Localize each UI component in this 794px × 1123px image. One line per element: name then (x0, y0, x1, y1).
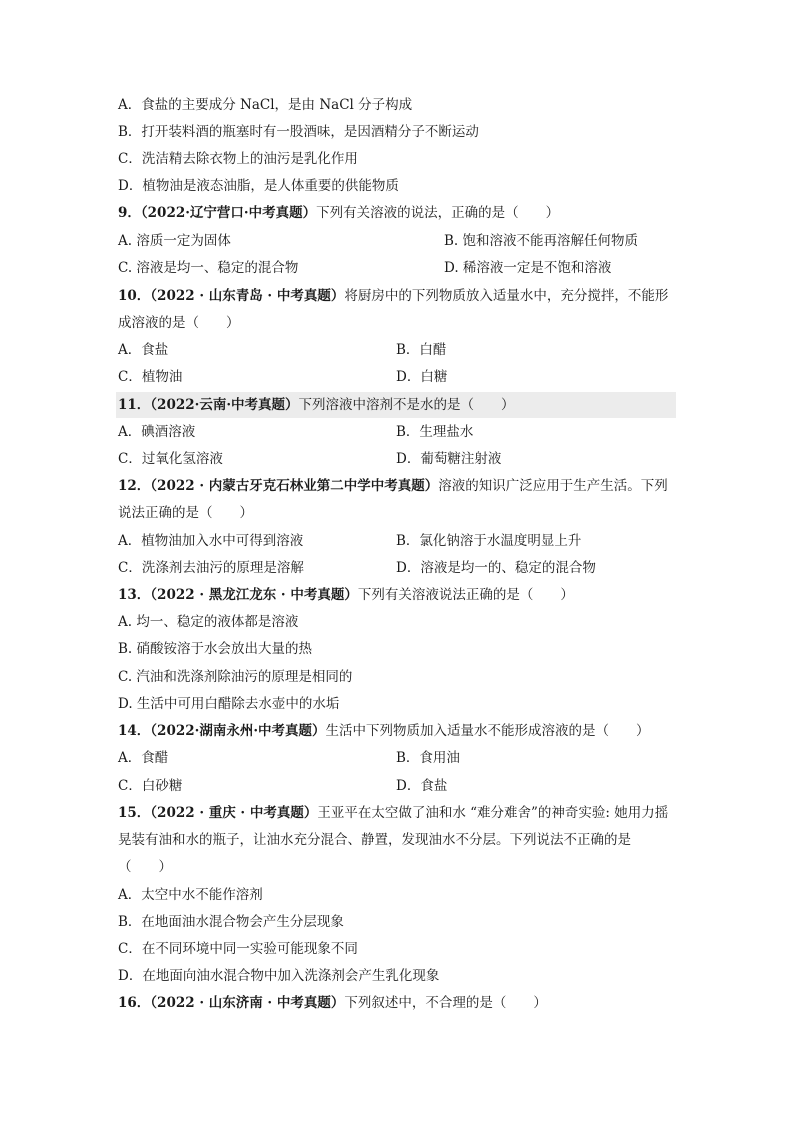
q12-option-b: B．氯化钠溶于水温度明显上升 (396, 533, 582, 549)
q14-option-a: A．食醋 (118, 750, 169, 766)
q12-option-c: C．洗涤剂去油污的原理是溶解 (118, 560, 304, 576)
q10-option-c: C．植物油 (118, 369, 183, 385)
q10-stem (118, 283, 668, 309)
q16-source: （2022 · 山东济南 · 中考真题） (150, 995, 345, 1011)
q9-stem (118, 200, 559, 226)
q15-stem (118, 800, 668, 826)
q15-option-b: B．在地面油水混合物会产生分层现象 (118, 914, 344, 930)
q10-stem-text: 将厨房中的下列物质放入适量水中，充分搅拌，不能形 (344, 288, 669, 304)
q10-option-b: B．白醋 (396, 342, 447, 358)
q8-option-c: C．洗洁精去除衣物上的油污是乳化作用 (118, 151, 358, 167)
q15-number: 15． (118, 805, 151, 821)
q12-source: （2022 · 内蒙古牙克石林业第二中学中考真题） (150, 478, 439, 494)
q13-stem (118, 582, 574, 608)
q12-stem-cont: 说法正确的是（ ） (118, 505, 253, 521)
q10-stem-cont: 成溶液的是（ ） (118, 315, 240, 331)
q10-source: （2022 · 山东青岛 · 中考真题） (150, 288, 345, 304)
q14-source: （2022·湖南永州·中考真题） (150, 723, 326, 739)
q12-stem-text: 溶液的知识广泛应用于生产生活。下列 (438, 478, 668, 494)
q12-number: 12． (118, 478, 151, 494)
q14-number: 14． (118, 723, 151, 739)
q9-option-a: A. 溶质一定为固体 (118, 233, 231, 249)
q13-number: 13． (118, 587, 151, 603)
q9-option-c: C. 溶液是均一、稳定的混合物 (118, 260, 299, 276)
q13-option-b: B. 硝酸铵溶于水会放出大量的热 (118, 641, 313, 657)
q9-number: 9． (118, 205, 141, 221)
q11-option-c: C．过氧化氢溶液 (118, 451, 223, 467)
q16-stem-text: 下列叙述中，不合理的是（ ） (344, 995, 547, 1011)
q15-stem-cont: 晃装有油和水的瓶子，让油水充分混合、静置，发现油水不分层。下列说法不正确的是 (118, 832, 631, 848)
q9-option-b: B. 饱和溶液不能再溶解任何物质 (444, 233, 639, 249)
q15-option-a: A．太空中水不能作溶剂 (118, 887, 263, 903)
q14-stem-text: 生活中下列物质加入适量水不能形成溶液的是（ ） (325, 723, 650, 739)
q11-source: （2022·云南·中考真题） (150, 397, 299, 413)
q10-option-d: D．白糖 (396, 369, 448, 385)
q11-stem-text: 下列溶液中溶剂不是水的是（ ） (298, 397, 515, 413)
q9-stem-text: 下列有关溶液的说法，正确的是（ ） (316, 205, 560, 221)
q14-option-c: C．白砂糖 (118, 778, 183, 794)
q11-option-d: D．葡萄糖注射液 (396, 451, 502, 467)
q15-option-d: D．在地面向油水混合物中加入洗涤剂会产生乳化现象 (118, 968, 440, 984)
q15-option-c: C．在不同环境中同一实验可能现象不同 (118, 941, 358, 957)
q14-option-d: D．食盐 (396, 778, 448, 794)
q14-stem (118, 718, 650, 744)
q11-stem (118, 392, 515, 418)
q13-option-c: C. 汽油和洗涤剂除油污的原理是相同的 (118, 669, 353, 685)
q12-stem (118, 473, 668, 499)
q10-option-a: A．食盐 (118, 342, 169, 358)
q11-option-a: A．碘酒溶液 (118, 424, 196, 440)
q14-option-b: B．食用油 (396, 750, 460, 766)
q11-number: 11． (118, 397, 151, 413)
q13-option-d: D. 生活中可用白醋除去水壶中的水垢 (118, 696, 340, 712)
q9-source: （2022·辽宁营口·中考真题） (140, 205, 317, 221)
q13-stem-text: 下列有关溶液说法正确的是（ ） (357, 587, 574, 603)
q8-option-d: D．植物油是液态油脂，是人体重要的供能物质 (118, 178, 399, 194)
q12-option-a: A．植物油加入水中可得到溶液 (118, 533, 304, 549)
q15-stem-text: 王亚平在太空做了油和水 “难分难舍”的神奇实验: 她用力摇 (317, 805, 669, 821)
q13-source: （2022 · 黑龙江龙东 · 中考真题） (150, 587, 358, 603)
q12-option-d: D．溶液是均一的、稳定的混合物 (396, 560, 596, 576)
q13-option-a: A. 均一、稳定的液体都是溶液 (118, 614, 299, 630)
q11-option-b: B．生理盐水 (396, 424, 474, 440)
q15-source: （2022 · 重庆 · 中考真题） (150, 805, 318, 821)
q15-stem-cont2: （ ） (118, 859, 172, 875)
q16-number: 16． (118, 995, 151, 1011)
q16-stem (118, 990, 547, 1016)
q8-option-a: A．食盐的主要成分 NaCl，是由 NaCl 分子构成 (118, 97, 413, 113)
q10-number: 10． (118, 288, 151, 304)
q9-option-d: D. 稀溶液一定是不饱和溶液 (444, 260, 612, 276)
q8-option-b: B．打开装料酒的瓶塞时有一股酒味，是因酒精分子不断运动 (118, 124, 479, 140)
